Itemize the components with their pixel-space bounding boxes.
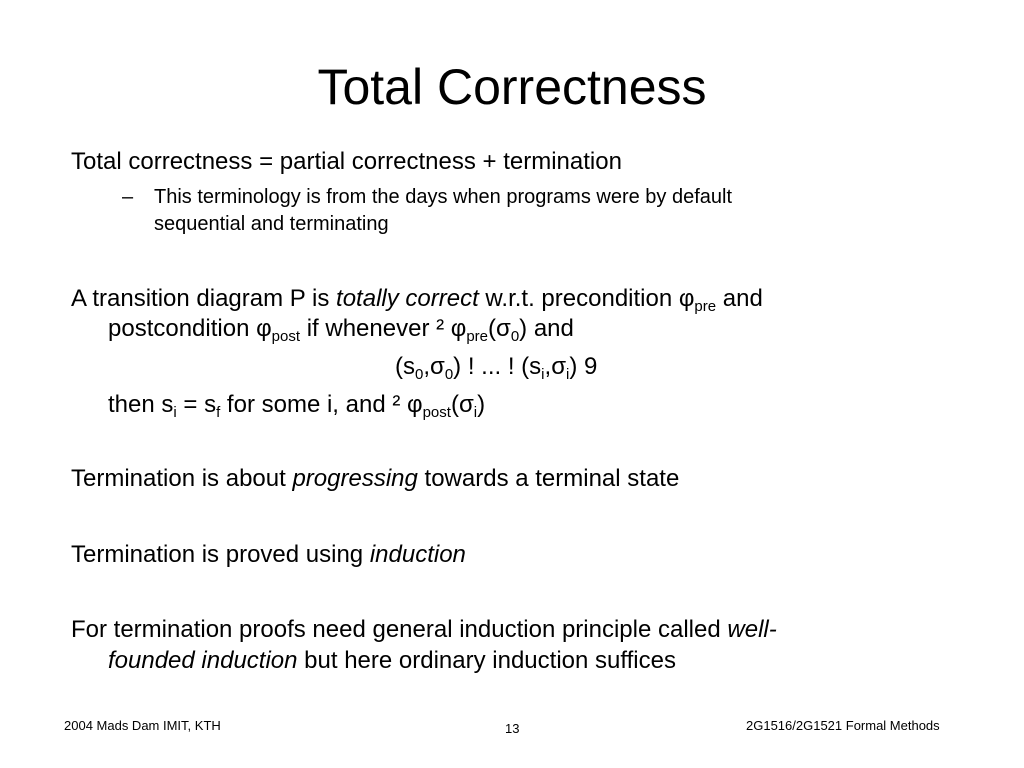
footer-left: 2004 Mads Dam IMIT, KTH: [64, 718, 221, 733]
termination-proofs-line-2: founded induction but here ordinary induction suffices: [108, 647, 676, 674]
sub-bullet-dash: –: [122, 186, 134, 208]
termination-progressing: Termination is about progressing towards a terminal state: [71, 465, 680, 492]
footer-right: 2G1516/2G1521 Formal Methods: [746, 718, 940, 733]
transition-diagram-line-1: A transition diagram P is totally correct w.r.t. precondition $\varphi_{pre}$ and: [71, 285, 763, 315]
sub-bullet-line-2: sequential and terminating: [154, 213, 389, 235]
page-number: 13: [505, 721, 520, 736]
slide-title: Total Correctness: [317, 59, 707, 115]
termination-proofs-line-1: For termination proofs need general induction principle called well-: [71, 616, 777, 643]
bullet-total-correctness: Total correctness = partial correctness + termination: [71, 148, 622, 175]
then-clause: then $s_i = s_f$ for some i, and ² $\varphi_{post}(\sigma_i)$: [108, 391, 486, 421]
termination-induction: Termination is proved using induction: [71, 541, 466, 568]
transition-formula: $(s_0,\sigma_0)$ ! ... ! $(s_i,\sigma_i)$ 9: [395, 353, 598, 383]
sub-bullet-line-1: This terminology is from the days when programs were by default: [154, 186, 733, 208]
transition-diagram-line-2: postcondition $\varphi_{post}$ if whenever ² $\varphi_{pre}(\sigma_0)$ and: [108, 315, 574, 345]
